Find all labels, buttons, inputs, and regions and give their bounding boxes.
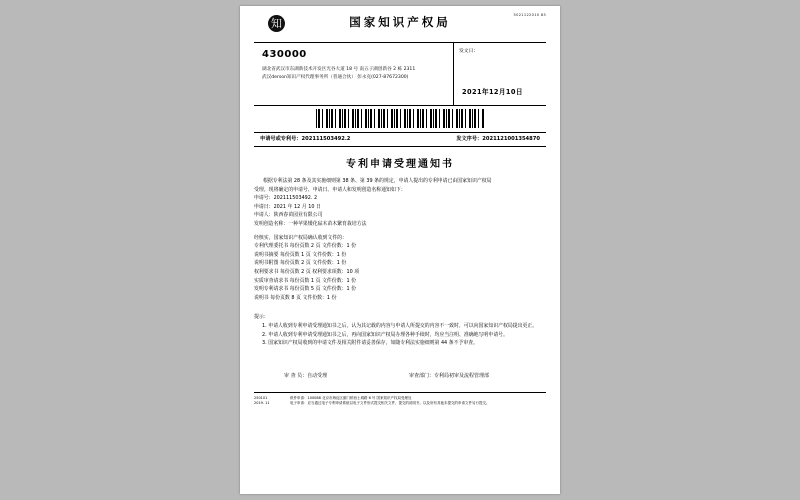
issue-date-box [453, 43, 546, 105]
document-item-claims: 权利要求书 每份页数 2 页 权利要求项数：10 项 [254, 268, 360, 275]
document-body [254, 177, 546, 348]
address-line-2: 武汉derson知识产权代理事务所（普通合伙） 彭永克(027-87672300) [262, 75, 409, 80]
signature-row [254, 372, 546, 384]
barcode-image [316, 109, 484, 128]
issuing-authority-title: 国家知识产权局 [349, 15, 451, 29]
spacer-2 [254, 302, 546, 307]
footer-electronic-line: 电子申请：应当通过电子专利申请系统以电子文件形式提交相关文件，提交的说明书，以及所有其他未提交的申请文件另行提交。 [290, 401, 490, 406]
footer-text [290, 396, 546, 407]
address-block [254, 43, 546, 106]
barcode-row [254, 106, 546, 133]
issue-date-label: 发文日： [459, 49, 479, 54]
serial-number: 发文序号：2021121001354870 [456, 136, 540, 142]
document-inner [254, 12, 546, 490]
field-application-date: 申请日：2021 年 12 月 10 日 [254, 203, 321, 210]
footer-form-code [254, 396, 288, 407]
addressee [262, 49, 452, 82]
document-title: 专利申请受理通知书 [346, 159, 454, 170]
review-department-field: 审查部门：专利局初审及流程管理部 [409, 372, 490, 379]
note-item-3: 3. 国家知识产权局收到的申请文件及相关附件请妥善保存，如随专利法实施细则第 44 条不予审查。 [262, 340, 479, 347]
number-row [254, 133, 546, 147]
footer-paper-line: 纸件申请：100088 北京市海淀区蓟门桥西土城路 6 号 国家知识产权局受理处 [290, 395, 412, 400]
field-applicant: 申请人：陕西春苗园业有限公司 [254, 212, 323, 219]
address-line-1: 湖北省武汉市东湖新技术开发区光谷大道 18 号 南五子湖创新谷 2 栋 2311 [262, 67, 416, 72]
field-application-no: 申请号：202111503492. 2 [254, 195, 318, 202]
header-code: 5021122010 83 [513, 13, 546, 17]
note-item-2: 2. 申请人收到专利申请受理通知书之后，再向国家知识产权局办理各种手续时，均应当注明、准确地写明申请号。 [262, 331, 508, 338]
footer-form-version: 2019. 11 [254, 401, 270, 406]
document-item-examination-request: 实质审查请求书 每份页数 1 页 文件份数：1 份 [254, 277, 357, 284]
national-emblem-icon: 知 [268, 15, 285, 32]
field-invention-title: 发明创造名称：一种苹果矮化砧木苗木繁育栽培方法 [254, 220, 367, 227]
examiner-field: 审 查 员：自动受理 [284, 372, 328, 379]
note-item-1: 1. 申请人收到专利申请受理通知书之后，认为其记载的内容与申请人所提交的内容不一致时，可以向国家知识产权局提出更正。 [262, 322, 538, 329]
document-item-request-form: 发明专利请求书 每份页数 5 页 文件份数：1 份 [254, 286, 357, 293]
document-item-power-of-attorney: 专利代理委托书 每份页数 2 页 文件份数：1 份 [254, 243, 357, 250]
document-item-abstract: 说明书摘要 每份页数 1 页 文件份数：1 份 [254, 251, 347, 258]
document-item-description: 说明书 每份页数 8 页 文件份数：1 份 [254, 294, 337, 301]
postal-code: 430000 [262, 49, 307, 60]
intro-line-1: 根据专利法第 28 条及其实施细则第 38 条、第 39 条的规定，申请人提出的专利申请已由国家知识产权局 [263, 178, 492, 184]
issue-date-value: 2021年12月10日 [462, 88, 523, 96]
footer-note [254, 393, 546, 407]
document-page [240, 6, 560, 494]
document-item-drawings: 说明书附图 每份页数 2 页 文件份数：1 份 [254, 260, 347, 267]
notes-title: 提示： [254, 314, 269, 321]
footer-form-number: 250101 [254, 395, 268, 400]
application-number: 申请号或专利号：202111503492.2 [260, 136, 351, 142]
intro-line-2: 受理。现将确定的申请号、申请日、申请人和发明创造名称通知如下： [254, 186, 406, 193]
document-header [254, 12, 546, 43]
documents-intro: 经核实，国家知识产权局确认收到文件的： [254, 234, 347, 241]
